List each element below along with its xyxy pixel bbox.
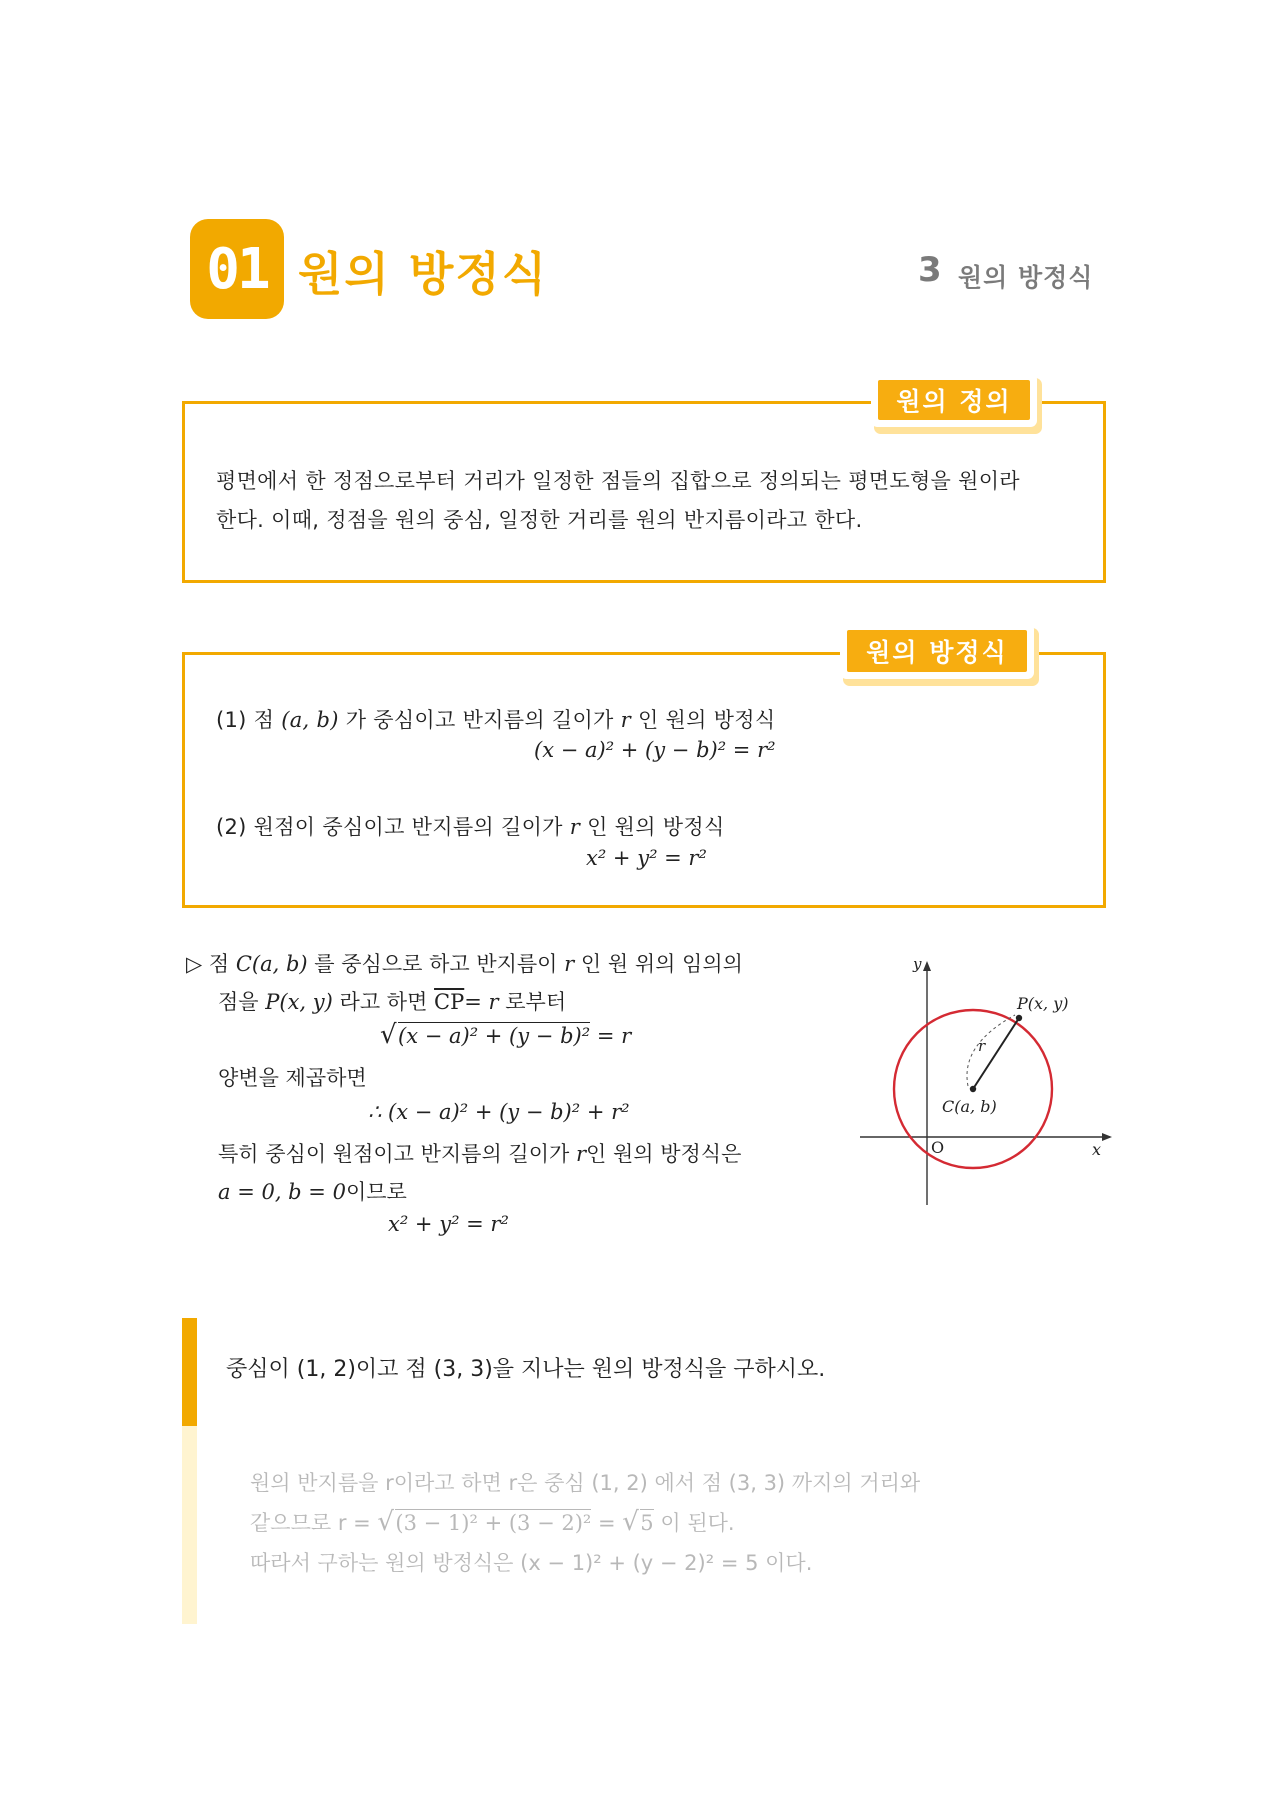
derivation-line-3 bbox=[380, 1020, 632, 1050]
deriv-text: 인 원 위의 임의의 bbox=[580, 952, 743, 976]
center-point-label: C(a, b) bbox=[235, 952, 308, 976]
radius-var: r bbox=[564, 952, 575, 976]
derivation-line-1 bbox=[186, 948, 743, 978]
deriv-text: 로부터 bbox=[505, 990, 567, 1014]
origin-label: O bbox=[931, 1138, 945, 1157]
segment-eq: = r bbox=[464, 990, 499, 1014]
x-axis-arrow-icon bbox=[1102, 1133, 1112, 1141]
sol-text: 이 된다. bbox=[660, 1511, 735, 1535]
definition-line-1: 평면에서 한 정점으로부터 거리가 일정한 점들의 집합으로 정의되는 평면도형을 원이라 bbox=[216, 469, 1020, 493]
equation-1: (x − a)² + (y − b)² = r² bbox=[534, 738, 776, 762]
solution-bar-accent bbox=[182, 1426, 197, 1624]
sqrt-radicand: (x − a)² + (y − b)² bbox=[398, 1024, 591, 1048]
derivation-line-2 bbox=[218, 986, 566, 1016]
item2-text: 인 원의 방정식 bbox=[587, 815, 725, 839]
solution-line-3: 따라서 구하는 원의 방정식은 (x − 1)² + (y − 2)² = 5 이다. bbox=[250, 1551, 813, 1575]
example-bar-accent bbox=[182, 1318, 197, 1426]
derivation-line-8: x² + y² = r² bbox=[388, 1212, 509, 1236]
sqrt-expression bbox=[380, 1020, 591, 1050]
page-title: 원의 방정식 bbox=[298, 247, 549, 301]
derivation-line-5: ∴ (x − a)² + (y − b)² + r² bbox=[368, 1100, 630, 1124]
chapter-number: 3 bbox=[918, 250, 942, 290]
deriv-text: 점 bbox=[208, 952, 230, 976]
derivation-line-7 bbox=[218, 1176, 407, 1206]
y-axis-label: y bbox=[913, 955, 922, 973]
equation-item-1 bbox=[216, 700, 775, 740]
center-point bbox=[970, 1086, 976, 1092]
deriv-text: 를 중심으로 하고 반지름이 bbox=[314, 952, 558, 976]
solution-line-1: 원의 반지름을 r이라고 하면 r은 중심 (1, 2) 에서 점 (3, 3) 까지의 거리와 bbox=[250, 1471, 921, 1495]
solution-line-2 bbox=[250, 1507, 735, 1537]
radius-var: r bbox=[575, 1142, 587, 1166]
x-axis-label: x bbox=[1092, 1140, 1102, 1159]
deriv-text: 특히 중심이 원점이고 반지름의 길이가 bbox=[218, 1142, 570, 1166]
point-p-label: P(x, y) bbox=[265, 990, 333, 1014]
section-number-badge: 01 bbox=[190, 219, 284, 319]
deriv-text: 이므로 bbox=[345, 1180, 407, 1204]
sqrt-icon: √ bbox=[380, 1020, 397, 1050]
deriv-text: 라고 하면 bbox=[339, 990, 428, 1014]
sqrt-rhs: = r bbox=[596, 1024, 632, 1048]
point-p bbox=[1016, 1015, 1022, 1021]
triangle-marker-icon: ▷ bbox=[186, 952, 203, 976]
equation-item-2 bbox=[216, 807, 725, 847]
item1-text-b: 인 원의 방정식 bbox=[637, 708, 776, 732]
item1-var: r bbox=[620, 708, 631, 732]
sqrt-radicand: 5 bbox=[640, 1511, 654, 1535]
definition-line-2: 한다. 이때, 정점을 원의 중심, 일정한 거리를 원의 반지름이라고 한다. bbox=[216, 508, 863, 532]
segment-cp: $\overline{CP}$ bbox=[434, 990, 465, 1014]
derivation-line-6 bbox=[218, 1138, 741, 1168]
item1-point: (a, b) bbox=[281, 708, 339, 732]
chapter-title: 원의 방정식 bbox=[958, 263, 1094, 292]
sol-text: 같으므로 r = bbox=[250, 1511, 371, 1535]
sqrt-icon: √ bbox=[622, 1507, 639, 1537]
sol-text: = bbox=[598, 1511, 616, 1535]
item1-text-a: 가 중심이고 반지름의 길이가 bbox=[345, 708, 614, 732]
example-question: 중심이 (1, 2)이고 점 (3, 3)을 지나는 원의 방정식을 구하시오. bbox=[226, 1357, 826, 1382]
item2-var: r bbox=[569, 815, 581, 839]
center-label: C(a, b) bbox=[942, 1097, 997, 1116]
point-label: P(x, y) bbox=[1017, 994, 1069, 1013]
definition-tab: 원의 정의 bbox=[878, 380, 1030, 420]
sqrt-icon: √ bbox=[377, 1507, 394, 1537]
sqrt-radicand: (3 − 1)² + (3 − 2)² bbox=[395, 1511, 592, 1535]
deriv-text: 인 원의 방정식은 bbox=[586, 1142, 742, 1166]
deriv-text: 점을 bbox=[218, 990, 259, 1014]
item2-prefix: (2) 원점이 중심이고 반지름의 길이가 bbox=[216, 815, 563, 839]
item1-prefix: (1) 점 bbox=[216, 708, 275, 732]
equation-2: x² + y² = r² bbox=[586, 846, 707, 870]
radius-brace bbox=[967, 1015, 1015, 1086]
equation-tab: 원의 방정식 bbox=[847, 630, 1027, 672]
sqrt-expression bbox=[622, 1507, 654, 1537]
derivation-line-4: 양변을 제곱하면 bbox=[218, 1066, 367, 1090]
origin-condition: a = 0, b = 0 bbox=[218, 1180, 346, 1204]
circle-graph bbox=[850, 955, 1120, 1215]
sqrt-expression bbox=[377, 1507, 592, 1537]
radius-label: r bbox=[978, 1037, 986, 1055]
y-axis-arrow-icon bbox=[923, 961, 931, 971]
